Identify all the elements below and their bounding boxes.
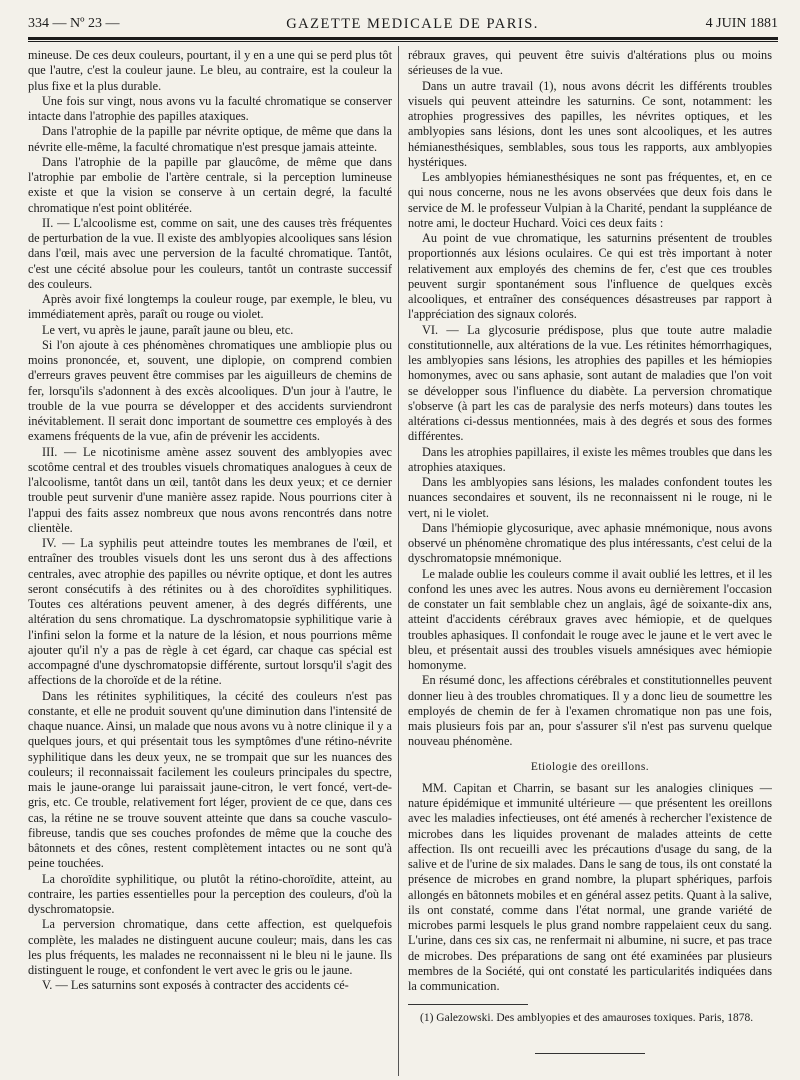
paragraph: Si l'on ajoute à ces phénomènes chromatiques une ambliopie plus ou moins prononcée, et, souvent, une diplopie, on comprend combien d'erreurs graves peuvent être commises par les aiguilleurs de chemins de fer, lorsqu'ils s'adonnent à des excès alcooliques. D'un jour à l'autre, le trouble de la vue pourra se développer et des accidents surviendront inévitablement. Il serait donc important de soumettre ces employés à des examens fréquents de la vue, afin de prévenir les accidents.	[28, 337, 392, 444]
paragraph: IV. — La syphilis peut atteindre toutes les membranes de l'œil, et entraîner des troubles visuels dont les uns seront dus à des affections centrales, avec atrophie des papilles ou névrite optique, et dont les autres seront consécutifs à des rétinites ou à des choroïdites syphilitiques. Toutes ces altérations peuvent amener, à des degrés différents, une altération du sens chromatique. La dyschromatopsie syphilitique varie à l'infini selon la forme et la nature de la lésion, et nous pourrions même ajouter qu'il n'y a pas de règle à cet égard, car chaque cas spécial est accompagné d'une dyschromatopsie différente, surtout lorsqu'il s'agit des affections de la choroïde et de la rétine.	[28, 536, 392, 688]
paragraph: Dans l'atrophie de la papille par névrite optique, de même que dans la névrite elle-même, la faculté chromatique n'est presque jamais atteinte.	[28, 124, 392, 154]
end-rule	[535, 1053, 645, 1054]
journal-title: GAZETTE MEDICALE DE PARIS.	[286, 15, 539, 32]
paragraph: mineuse. De ces deux couleurs, pourtant, il y en a une qui se perd plus tôt que l'autre, c'est la couleur jaune. Le bleu, au contraire, est la couleur la plus fixe et la plus durable.	[28, 48, 392, 93]
paragraph: La choroïdite syphilitique, ou plutôt la rétino-choroïdite, atteint, au contraire, les parties essentielles pour la perception des couleurs, d'où la dyschromatopsie.	[28, 871, 392, 916]
footnote: (1) Galezowski. Des amblyopies et des amauroses toxiques. Paris, 1878.	[420, 1012, 754, 1025]
paragraph: Une fois sur vingt, nous avons vu la faculté chromatique se conserver intacte dans l'atrophie des papilles ataxiques.	[28, 93, 392, 123]
paragraph: Le malade oublie les couleurs comme il avait oublié les lettres, et il les confond les unes avec les autres. Nous avons eu dernièrement l'occasion de constater un fait semblable chez un anglais, âgé de soixante-dix ans, atteint d'accidents cérébraux graves avec hémiopie, et de quelques troubles aphasiques. Il confondait le rouge avec le jaune et le vert avec le bleu, et présentait aussi des troubles visuels amnésiques avec hémiopie homonyme.	[408, 566, 772, 672]
paragraph: MM. Capitan et Charrin, se basant sur les analogies cliniques — nature épidémique et immunité ultérieure — que présentent les oreillons avec les maladies infectieuses, ont été amenés à rechercher l'existence de microbes dans les liquides provenant de malades atteints de cette affection. Ils ont recueilli avec les précautions d'usage du sang, de la salive et de l'urine de six malades. Dans le sang de tous, ils ont constaté la présence de microbes en grand nombre, la plupart sphériques, parfois allongés en bâtonnets mobiles et en général assez petits. Quant à la salive, ils ont constaté, comme dans l'état normal, une grande variété de microbes parmi lesquels le plus grand nombre rappelaient ceux du sang. L'urine, dans ces six cas, ne renfermait ni albumine, ni sucre, et pas trace de microbes. Des préparations de sang ont été examinées par plusieurs membres de la Société, qui ont constaté les particularités indiquées dans la communication.	[408, 780, 772, 993]
paragraph: II. — L'alcoolisme est, comme on sait, une des causes très fréquentes de perturbation de la vue. Il existe des amblyopies alcooliques sans lésion dans l'œil, mais avec une perversion de la faculté chromatique. Tantôt, c'est une cécité absolue pour les couleurs, tantôt un contraste successif des couleurs.	[28, 215, 392, 291]
left-column	[28, 48, 392, 1078]
paragraph: Après avoir fixé longtemps la couleur rouge, par exemple, le bleu, vu immédiatement après, paraît ou rouge ou violet.	[28, 292, 392, 322]
column-divider	[398, 46, 399, 1076]
paragraph: Au point de vue chromatique, les saturnins présentent de troubles proportionnés aux lésions oculaires. Ce qui est très important à noter relativement aux employés des chemins de fer, c'est que ces troubles peuvent surgir spontanément sous l'influence de quelques excès alcooliques, et entraîner des conséquences désastreuses par rapport à l'appréciation des signaux colorés.	[408, 231, 772, 322]
section-title: Etiologie des oreillons.	[530, 760, 650, 773]
paragraph: Dans les atrophies papillaires, il existe les mêmes troubles que dans les atrophies ataxiques.	[408, 444, 772, 474]
page-number: 334 — Nº 23 —	[28, 16, 120, 31]
paragraph: III. — Le nicotinisme amène assez souvent des amblyopies avec scotôme central et des troubles visuels chromatiques analogues à ceux de l'alcoolisme, tantôt dans un œil, tantôt dans les deux yeux; et ce dernier trouble peut survenir d'une manière assez rapide. Nous pourrions citer à l'appui des faits assez nombreux que nous avons rencontrés dans notre clientèle.	[28, 444, 392, 535]
right-column	[408, 48, 772, 1078]
paragraph: Dans les amblyopies sans lésions, les malades confondent toutes les nuances secondaires et souvent, ils ne reconnaissent ni le rouge, ni le vert, ni le violet.	[408, 475, 772, 520]
paragraph: Le vert, vu après le jaune, paraît jaune ou bleu, etc.	[42, 322, 294, 337]
paragraph: Les amblyopies hémianesthésiques ne sont pas fréquentes, et, en ce qui nous concerne, nous ne les avons observées que deux fois dans le service de M. le professeur Vulpian à la Charité, pendant la suppléance de notre ami, le docteur Huchard. Voici ces deux faits :	[408, 170, 772, 230]
paragraph: rébraux graves, qui peuvent être suivis d'altérations plus ou moins sérieuses de la vue.	[408, 48, 772, 78]
paragraph: Dans l'hémiopie glycosurique, avec aphasie mnémonique, nous avons observé un phénomène chromatique des plus intéressants, c'est celui de la dyschromatopsie mnémonique.	[408, 520, 772, 566]
page-header	[28, 12, 778, 36]
paragraph: Dans l'atrophie de la papille par glaucôme, de même que dans l'atrophie par embolie de l'artère centrale, si la perception lumineuse existe et que la vision se conserve à un certain degré, la faculté chromatique n'est point oblitérée.	[28, 154, 392, 215]
paragraph: VI. — La glycosurie prédispose, plus que toute autre maladie constitutionnelle, aux altérations de la vue. Les rétinites hémorrhagiques, les amblyopies sans lésions, les atrophies des papilles et les hémiopies homonymes, avec ou sans aphasie, sont autant de maladies que l'on voit se développer sous l'influence du diabète. La perversion chromatique s'observe (à part les cas de paralysie des nerfs moteurs) dans toutes les altérations ci-dessus mentionnées, mais à des degrés et sous des formes différentes.	[408, 322, 772, 444]
paragraph: La perversion chromatique, dans cette affection, est quelquefois complète, les malades ne distinguent aucune couleur; mais, dans les cas les plus fréquents, les malades ne reconnaissent ni le bleu ni le jaune. Ils distinguent le rouge, et confondent le vert avec le gris ou le jaune.	[28, 917, 392, 977]
paragraph: Dans un autre travail (1), nous avons décrit les différents troubles visuels qui peuvent atteindre les saturnins. Ce sont, notamment: les atrophies progressives des papilles, les névrites optiques, et les amblyopies sans lésions, dont les unes sont alcooliques, et les autres hémianesthésiques, semblables, sous tous les rapports, aux amblyopies hystériques.	[408, 78, 772, 169]
paragraph: En résumé donc, les affections cérébrales et constitutionnelles peuvent donner lieu à des troubles chromatiques. Il y a donc lieu de soumettre les employés de chemin de fer à l'examen chromatique non pas une fois, mais plusieurs fois par an, pour s'assurer s'il n'est pas survenu quelque nouveau phénomène.	[408, 673, 772, 749]
footnote-rule	[408, 1004, 528, 1005]
header-rule	[28, 37, 778, 40]
issue-date: 4 JUIN 1881	[705, 16, 778, 31]
paragraph: Dans les rétinites syphilitiques, la cécité des couleurs n'est pas constante, et elle ne produit souvent qu'une diminution dans l'intensité de chaque nuance. Ainsi, un malade que nous avons vu à notre clinique il y a quelques jours, et qui présentait tous les symptômes d'une rétino-névrite syphilitique dans les deux yeux, ne se trompait que sur les nuances des couleurs; il reconnaissait facilement les couleurs principales du spectre, mais le jaune-orange lui paraissait jaune-citron, le vert foncé, vert-de-gris, etc. Ce trouble, relativement fort léger, provient de ce que, dans ces cas, la rétine ne se trouve souvent atteinte que dans sa couche vasculo-fibreuse, tandis que ses couches profondes de même que la couche des bâtonnets et des cônes, restent complètement intactes ou ne sont qu'à peine touchées.	[28, 688, 392, 871]
paragraph: V. — Les saturnins sont exposés à contracter des accidents cé-	[42, 978, 349, 993]
header-rule-thin	[28, 41, 778, 42]
